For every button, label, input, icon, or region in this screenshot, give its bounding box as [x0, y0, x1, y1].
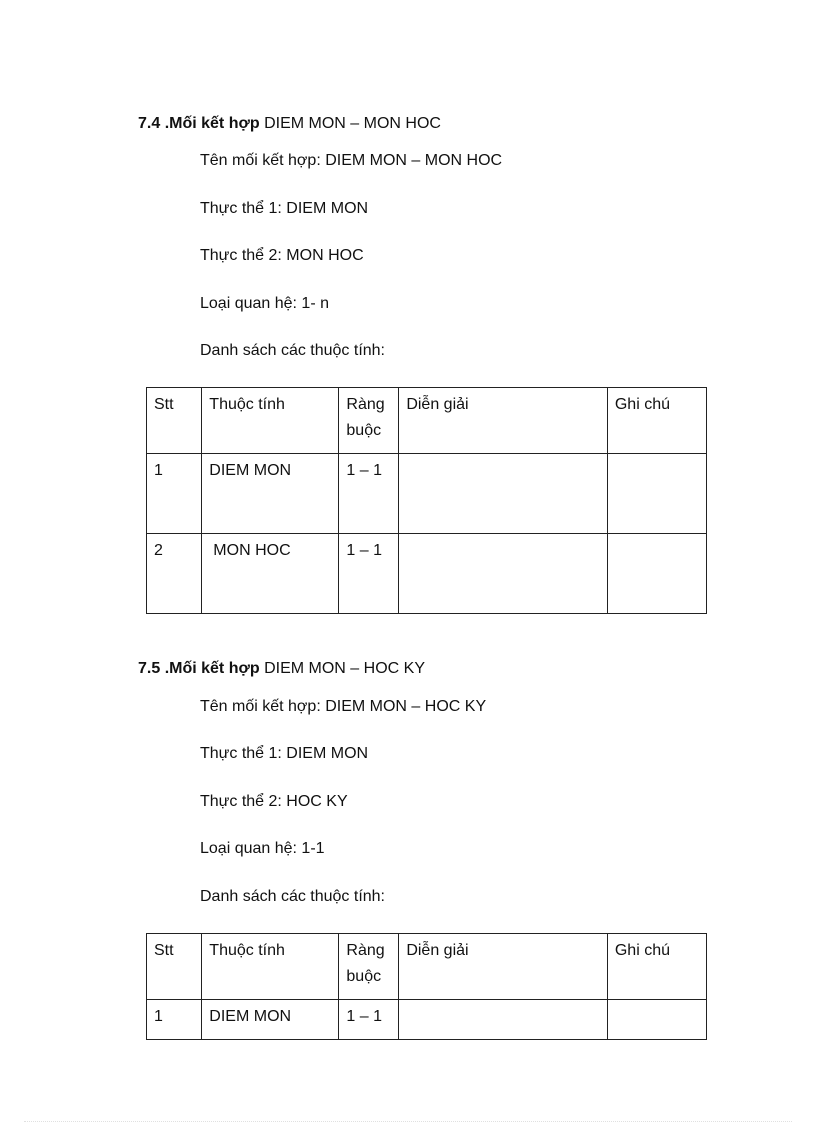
- header-constraint: Ràng buộc: [339, 388, 399, 454]
- cell-attribute: DIEM MON: [202, 1000, 339, 1040]
- cell-note: [607, 1000, 706, 1040]
- attribute-table: [146, 933, 707, 1040]
- table-row: [147, 534, 707, 614]
- attribute-list-label: Danh sách các thuộc tính:: [200, 342, 385, 359]
- cell-constraint: 1 – 1: [339, 454, 399, 534]
- entity-1: Thực thể 1: DIEM MON: [200, 200, 369, 217]
- section-number: 7.5 .Mối kết hợp: [138, 660, 260, 677]
- table-row: [147, 1000, 707, 1040]
- header-note: Ghi chú: [607, 388, 706, 454]
- relationship-type: Loại quan hệ: 1-1: [200, 840, 325, 857]
- section-number: 7.4 .Mối kết hợp: [138, 115, 260, 132]
- header-attribute: Thuộc tính: [202, 934, 339, 1000]
- entity-2: Thực thể 2: MON HOC: [200, 247, 364, 264]
- cell-attribute: MON HOC: [202, 534, 339, 614]
- page-bottom-rule: [24, 1121, 792, 1122]
- section-7-4: [138, 114, 718, 559]
- table-row: [147, 454, 707, 534]
- section-7-5: [138, 659, 718, 1025]
- attribute-list-label: Danh sách các thuộc tính:: [200, 888, 385, 905]
- cell-description: [399, 1000, 608, 1040]
- header-description: Diễn giải: [399, 388, 608, 454]
- attribute-table: [146, 387, 707, 614]
- relationship-type: Loại quan hệ: 1- n: [200, 295, 329, 312]
- table-header-row: [147, 934, 707, 1000]
- header-constraint: Ràng buộc: [339, 934, 399, 1000]
- cell-stt: 2: [147, 534, 202, 614]
- header-stt: Stt: [147, 388, 202, 454]
- cell-constraint: 1 – 1: [339, 534, 399, 614]
- relationship-name: Tên mối kết hợp: DIEM MON – MON HOC: [200, 152, 503, 169]
- cell-constraint: 1 – 1: [339, 1000, 399, 1040]
- cell-stt: 1: [147, 454, 202, 534]
- header-description: Diễn giải: [399, 934, 608, 1000]
- header-stt: Stt: [147, 934, 202, 1000]
- cell-description: [399, 534, 608, 614]
- section-heading: [138, 114, 718, 134]
- entity-1: Thực thể 1: DIEM MON: [200, 745, 369, 762]
- entity-2: Thực thể 2: HOC KY: [200, 793, 348, 810]
- section-title: DIEM MON – HOC KY: [264, 660, 425, 677]
- table-header-row: [147, 388, 707, 454]
- section-heading: [138, 659, 718, 679]
- cell-description: [399, 454, 608, 534]
- relationship-name: Tên mối kết hợp: DIEM MON – HOC KY: [200, 698, 487, 715]
- cell-note: [607, 534, 706, 614]
- header-note: Ghi chú: [607, 934, 706, 1000]
- cell-stt: 1: [147, 1000, 202, 1040]
- section-title: DIEM MON – MON HOC: [264, 115, 441, 132]
- cell-attribute: DIEM MON: [202, 454, 339, 534]
- cell-note: [607, 454, 706, 534]
- header-attribute: Thuộc tính: [202, 388, 339, 454]
